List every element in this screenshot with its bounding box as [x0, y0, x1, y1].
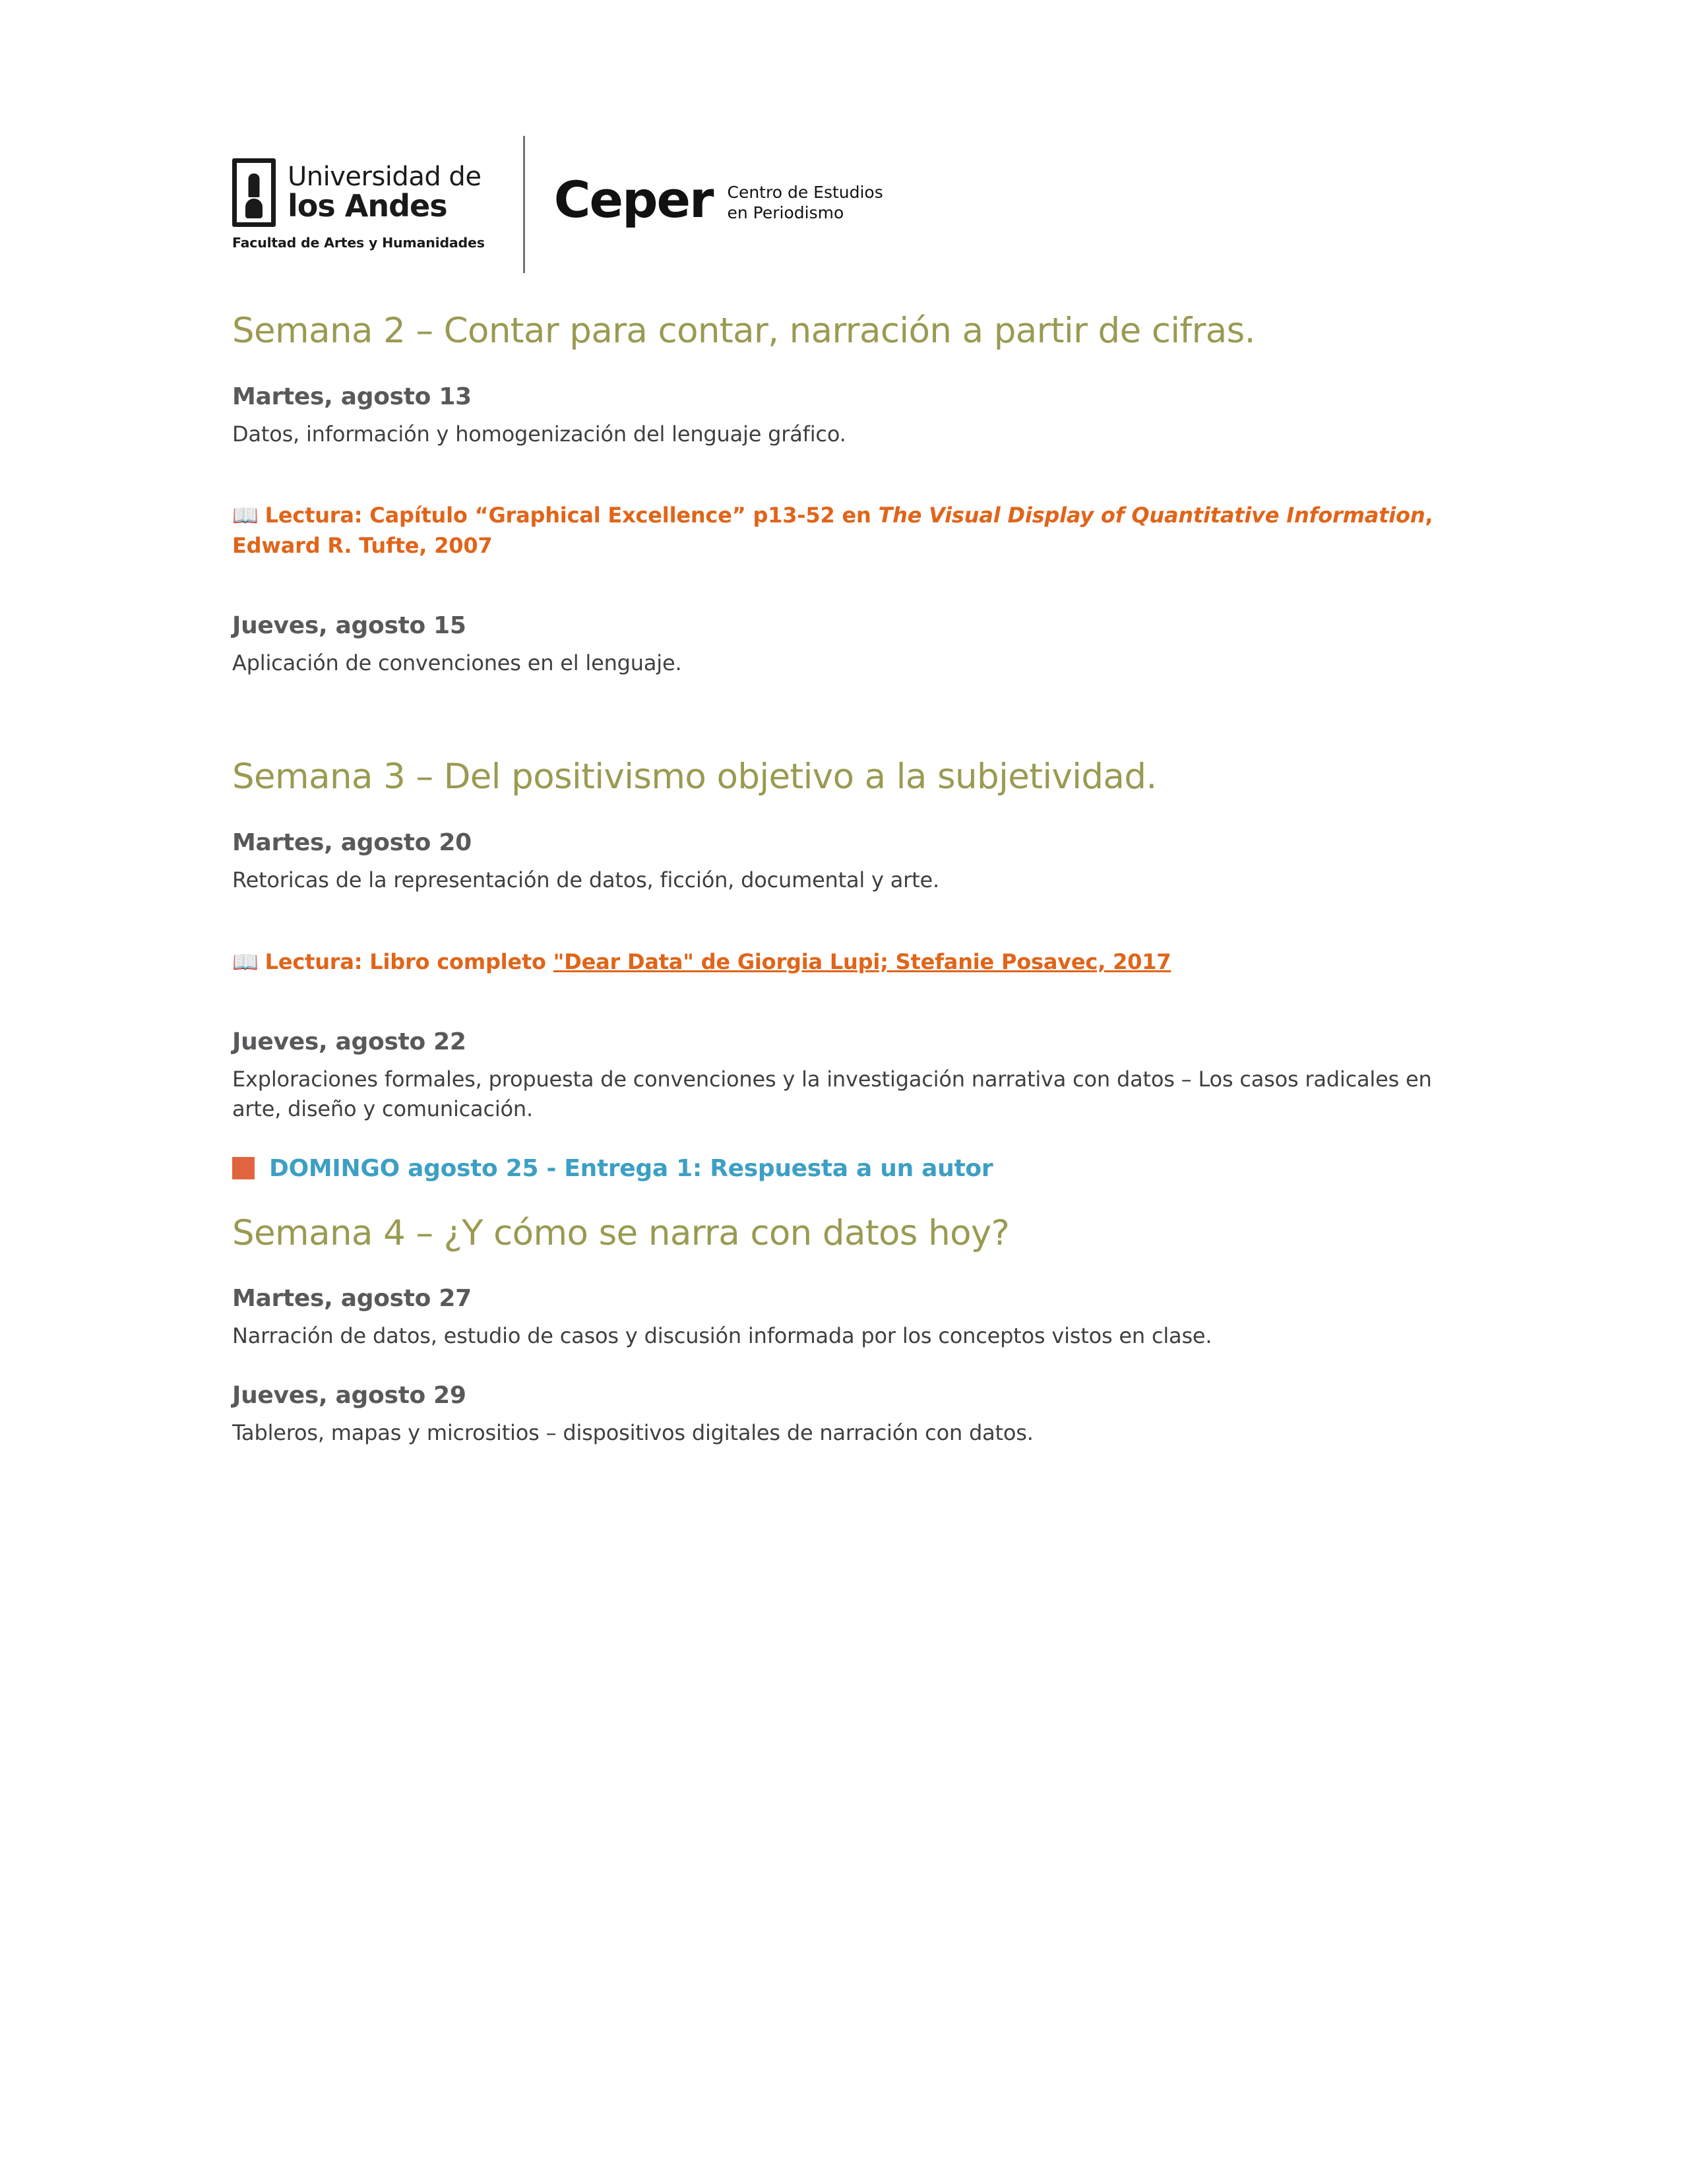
day-description-martes-agosto-13: Datos, información y homogenización del lenguaje gráfico.: [232, 421, 846, 447]
day-heading-martes-agosto-20: Martes, agosto 20: [232, 829, 472, 857]
day-heading-jueves-agosto-22: Jueves, agosto 22: [232, 1028, 466, 1055]
ceper-wordmark: Ceper: [553, 170, 713, 229]
header-divider: [523, 136, 525, 273]
ceper-logo: [553, 170, 883, 229]
reading-link-dear-data[interactable]: "Dear Data" de Giorgia Lupi; Stefanie Posavec, 2017: [553, 949, 1171, 974]
reading-item-semana-2: [232, 501, 1462, 561]
day-heading-jueves-agosto-29: Jueves, agosto 29: [232, 1381, 466, 1409]
reading-tail-semana-2: , Edward R. Tufte, 2007: [232, 503, 1433, 558]
day-description-jueves-agosto-29: Tableros, mapas y micrositios – dispositivos digitales de narración con datos.: [232, 1420, 1034, 1445]
day-heading-jueves-agosto-15: Jueves, agosto 15: [232, 611, 466, 639]
universidad-de-los-andes-logo: [232, 158, 485, 251]
day-description-martes-agosto-27: Narración de datos, estudio de casos y discusión informada por los conceptos vistos en clase.: [232, 1323, 1212, 1349]
reading-item-semana-3: [232, 947, 1462, 977]
day-description-jueves-agosto-22: Exploraciones formales, propuesta de convenciones y la investigación narrativa con datos – Los casos radicales en arte, diseño y comunicación.: [232, 1066, 1432, 1122]
syllabus-content: [232, 310, 1462, 1448]
section-heading-semana-2: Semana 2 – Contar para contar, narración a partir de cifras.: [232, 311, 1255, 351]
day-heading-martes-agosto-13: Martes, agosto 13: [232, 383, 472, 410]
institutional-header: [232, 135, 883, 274]
ceper-subtitle: [728, 177, 883, 224]
day-description-jueves-agosto-15: Aplicación de convenciones en el lenguaje.: [232, 650, 682, 675]
book-icon: 📖: [232, 503, 259, 528]
book-icon: 📖: [232, 949, 259, 974]
uniandes-wordmark: [288, 164, 481, 222]
ceper-subtitle-line2: en Periodismo: [727, 203, 844, 222]
day-heading-martes-agosto-27: Martes, agosto 27: [232, 1285, 472, 1313]
reading-label-semana-3: Lectura: Libro completo: [265, 949, 553, 974]
day-description-martes-agosto-20: Retoricas de la representación de datos, ficción, documental y arte.: [232, 867, 939, 893]
section-heading-semana-3: Semana 3 – Del positivismo objetivo a la subjetividad.: [232, 757, 1157, 797]
reading-title-semana-2: The Visual Display of Quantitative Information: [878, 503, 1425, 528]
university-name-line2: los Andes: [288, 187, 447, 224]
faculty-name: Facultad de Artes y Humanidades: [232, 235, 485, 251]
uniandes-shield-icon: [232, 158, 276, 227]
section-heading-semana-4: Semana 4 – ¿Y cómo se narra con datos hoy?: [232, 1212, 1010, 1253]
reading-label-semana-2: Lectura: Capítulo “Graphical Excellence” p13-52 en: [265, 503, 879, 528]
deadline-entrega-1: [232, 1155, 1462, 1182]
ceper-subtitle-line1: Centro de Estudios: [727, 182, 883, 202]
deadline-marker-icon: [232, 1157, 255, 1179]
university-name-line1: Universidad de: [288, 162, 482, 193]
uniandes-logo-top: [232, 158, 481, 227]
deadline-text: DOMINGO agosto 25 - Entrega 1: Respuesta a un autor: [269, 1154, 993, 1182]
